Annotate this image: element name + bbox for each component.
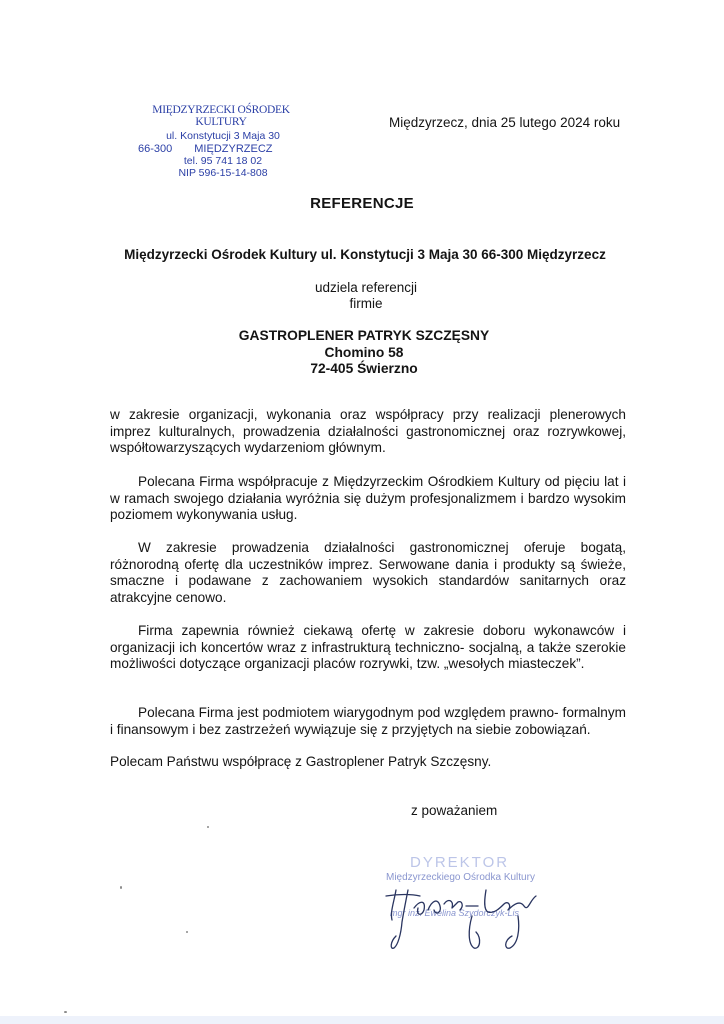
- company-name: GASTROPLENER PATRYK SZCZĘSNY: [238, 328, 490, 343]
- issuing-institution: Międzyrzecki Ośrodek Kultury ul. Konstytucji 3 Maja 30 66-300 Międzyrzecz: [124, 247, 606, 262]
- stamp-street: ul. Konstytucji 3 Maja 30: [166, 130, 280, 142]
- stamp-postal-code: 66-300: [138, 143, 173, 155]
- paragraph-3: W zakresie prowadzenia działalności gastronomicznej oferuje bogatą, różnorodną ofertę dla uczestników imprez. Serwowane dania i produkty są świeże, smaczne i podawane z zachowaniem wysokich standardów sanitarnych oraz atrakcyjne cenowo.: [110, 540, 626, 605]
- grants-line-2: firmie: [349, 296, 383, 311]
- stamp-postal-city: [138, 143, 308, 155]
- recipient-company: [0, 328, 724, 378]
- scan-bottom-edge: [0, 1016, 724, 1024]
- stamp-nip: NIP 596-15-14-808: [178, 167, 268, 179]
- signature-stamp-institution: Międzyrzeckiego Ośrodka Kultury: [386, 872, 535, 883]
- paragraph-6: Polecam Państwu współpracę z Gastroplener Patryk Szczęsny.: [110, 754, 492, 769]
- institution-stamp: [138, 104, 308, 179]
- signature-block: [368, 850, 568, 960]
- scan-speck: [120, 886, 122, 889]
- company-city: 72-405 Świerzno: [310, 361, 418, 376]
- stamp-institution-name: MIĘDZYRZECKI OŚRODEK KULTURY: [152, 104, 290, 128]
- paragraph-2: Polecana Firma współpracuje z Międzyrzeckim Ośrodkiem Kultury od pięciu lat i w ramach swojego działania wyróżnia się dużym profesjonalizmem i bardzo wysokim poziomem wykonywania usług.: [110, 474, 626, 522]
- scan-speck: [207, 826, 209, 828]
- signature-stamp-name: mgr inż. Ewelina Szydorczyk-Lis: [390, 908, 520, 918]
- closing-regards: z poważaniem: [411, 803, 498, 818]
- paragraph-5: Polecana Firma jest podmiotem wiarygodnym pod względem prawno- formalnym i finansowym i bez zastrzeżeń wywiązuje się z przyjętych na siebie zobowiązań.: [110, 705, 626, 737]
- handwritten-signature: [368, 850, 568, 960]
- grants-reference-line: [0, 280, 724, 312]
- document-title: REFERENCJE: [310, 195, 414, 212]
- paragraph-4: Firma zapewnia również ciekawą ofertę w zakresie doboru wykonawców i organizacji ich koncertów wraz z infrastrukturą techniczno- socjalną, a także szerokie możliwości dotyczące organizacji placów rozrywki, tzw. „wesołych miasteczek”.: [110, 623, 626, 671]
- stamp-phone: tel. 95 741 18 02: [183, 155, 263, 167]
- paragraph-1: w zakresie organizacji, wykonania oraz współpracy przy realizacji plenerowych imprez kulturalnych, prowadzenia działalności gastronomicznej oraz rozrywkowej, współtowarzyszących wydarzeniom głównym.: [110, 407, 626, 455]
- signature-stamp-title: DYREKTOR: [410, 854, 510, 871]
- place-and-date: Międzyrzecz, dnia 25 lutego 2024 roku: [389, 115, 621, 130]
- scan-speck: [64, 1011, 67, 1013]
- grants-line-1: udziela referencji: [314, 280, 418, 295]
- scan-speck: [186, 931, 188, 933]
- stamp-city: MIĘDZYRZECZ: [194, 143, 273, 155]
- company-street: Chomino 58: [324, 344, 404, 360]
